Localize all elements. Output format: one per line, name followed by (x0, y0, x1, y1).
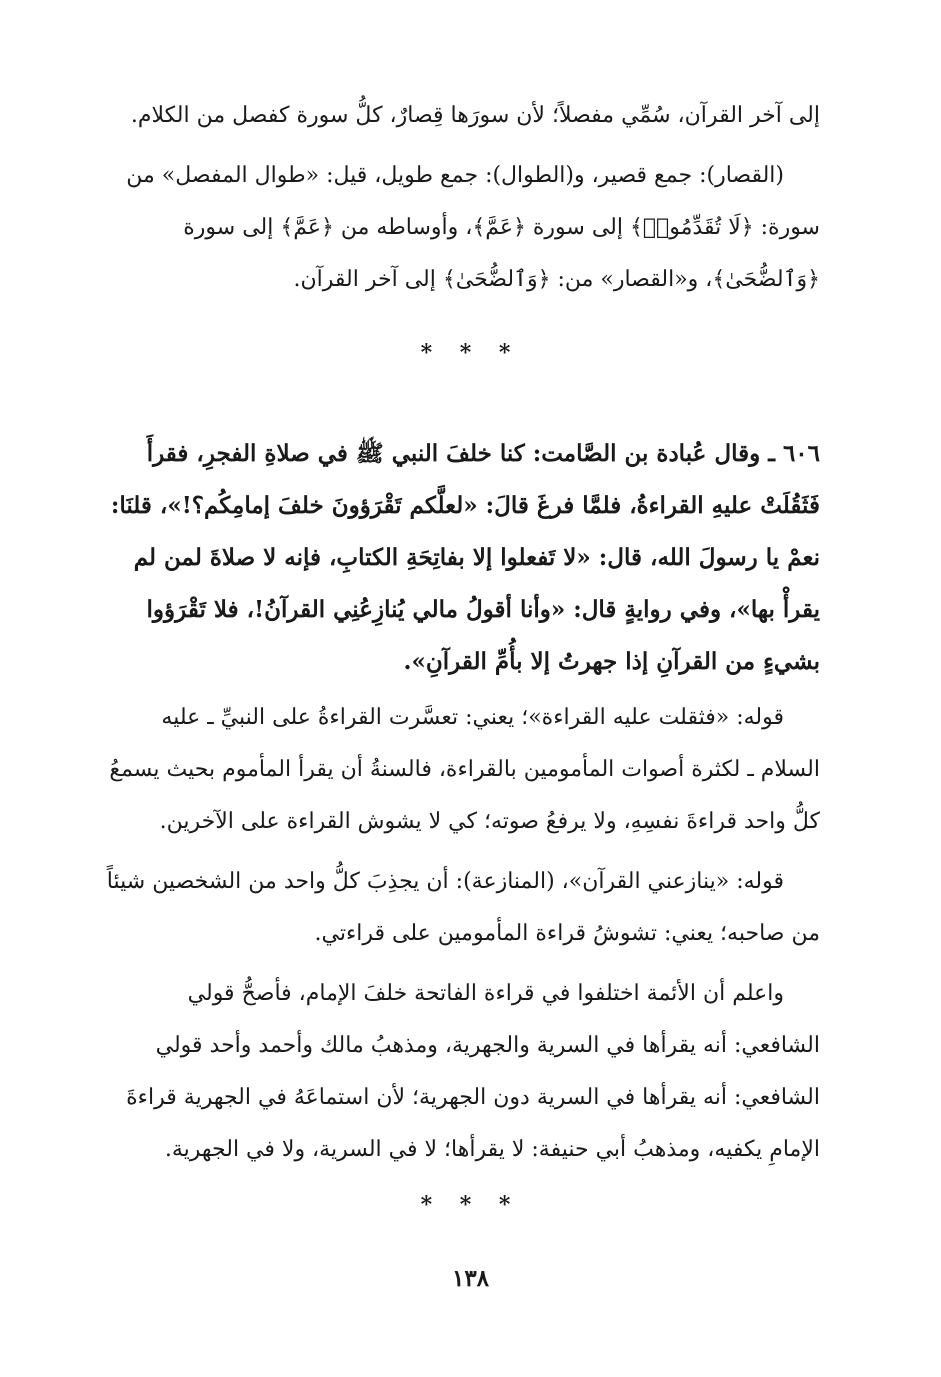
hadith-section (100, 428, 820, 696)
section-separator: * * * (420, 340, 521, 366)
continuation-paragraph: إلى آخر القرآن، سُمِّي مفصلاً؛ لأن سورَها قِصارٌ، كلُّ سورة كفصل من الكلام. (130, 103, 820, 128)
top-section (100, 90, 820, 314)
definition-paragraph: (القصار): جمع قصير، و(الطوال): جمع طويل، قيل: «طوال المفصل» من سورة: ﴿لَا تُقَدِّمُوا۟﴾ إلى سورة ﴿عَمَّ﴾، وأوساطه من ﴿عَمَّ﴾ إلى سورة ﴿وَٱلضُّحَىٰ﴾، و«القصار» من: ﴿وَٱلضُّحَىٰ﴾ إلى آخر القرآن. (126, 163, 820, 292)
hadith-text: ٦٠٦ ـ وقال عُبادة بن الصَّامت: كنا خلفَ النبي ﷺ في صلاةِ الفجرِ، فقرأَ فَثَقُلَتْ عليهِ القراءةُ، فلمَّا فرغَ قالَ: «لعلَّكم تَقْرَؤونَ خلفَ إمامِكُم؟!»، قلنَا: نعمْ يا رسولَ الله، قال: «لا تَفعلوا إلا بفاتِحَةِ الكتابِ، فإنه لا صلاةَ لمن لم يقرأْ بها»، وفي روايةٍ قال: «وأنا أقولُ مالي يُنازِعُنِي القرآنُ!، فلا تَقْرَؤوا بشيءٍ من القرآنِ إذا جهرتُ إلا بأُمِّ القرآنِ». (110, 440, 820, 675)
commentary-paragraph: واعلم أن الأئمة اختلفوا في قراءة الفاتحة خلفَ الإمام، فأصحُّ قولي الشافعي: أنه يقرأها في السرية والجهرية، ومذهبُ مالك وأحمد وأحد قولي الشافعي: أنه يقرأها في السرية دون الجهرية؛ لأن استماعَهُ في الجهرية قراءةَ الإمامِ يكفيه، ومذهبُ أبي حنيفة: لا يقرأها؛ لا في السرية، ولا في الجهرية. (126, 981, 820, 1162)
section-separator: * * * (420, 1192, 521, 1218)
commentary-paragraph: قوله: «فثقلت عليه القراءة»؛ يعني: تعسَّرت القراءةُ على النبيِّ ـ عليه السلام ـ لكثرة أصوات المأمومين بالقراءة، فالسنةُ أن يقرأ المأموم بحيث يسمعُ كلُّ واحد قراءةَ نفسِهِ، ولا يرفعُ صوته؛ كي لا يشوش القراءة على الآخرين. (109, 705, 820, 834)
commentary-section (100, 692, 820, 1184)
commentary-paragraph: قوله: «ينازعني القرآن»، (المنازعة): أن يجذِبَ كلُّ واحد من الشخصين شيئاً من صاحبه؛ يعني: تشوشُ قراءة المأمومين على قراءتي. (106, 869, 820, 946)
page-number: ١٣٨ (451, 1265, 490, 1292)
